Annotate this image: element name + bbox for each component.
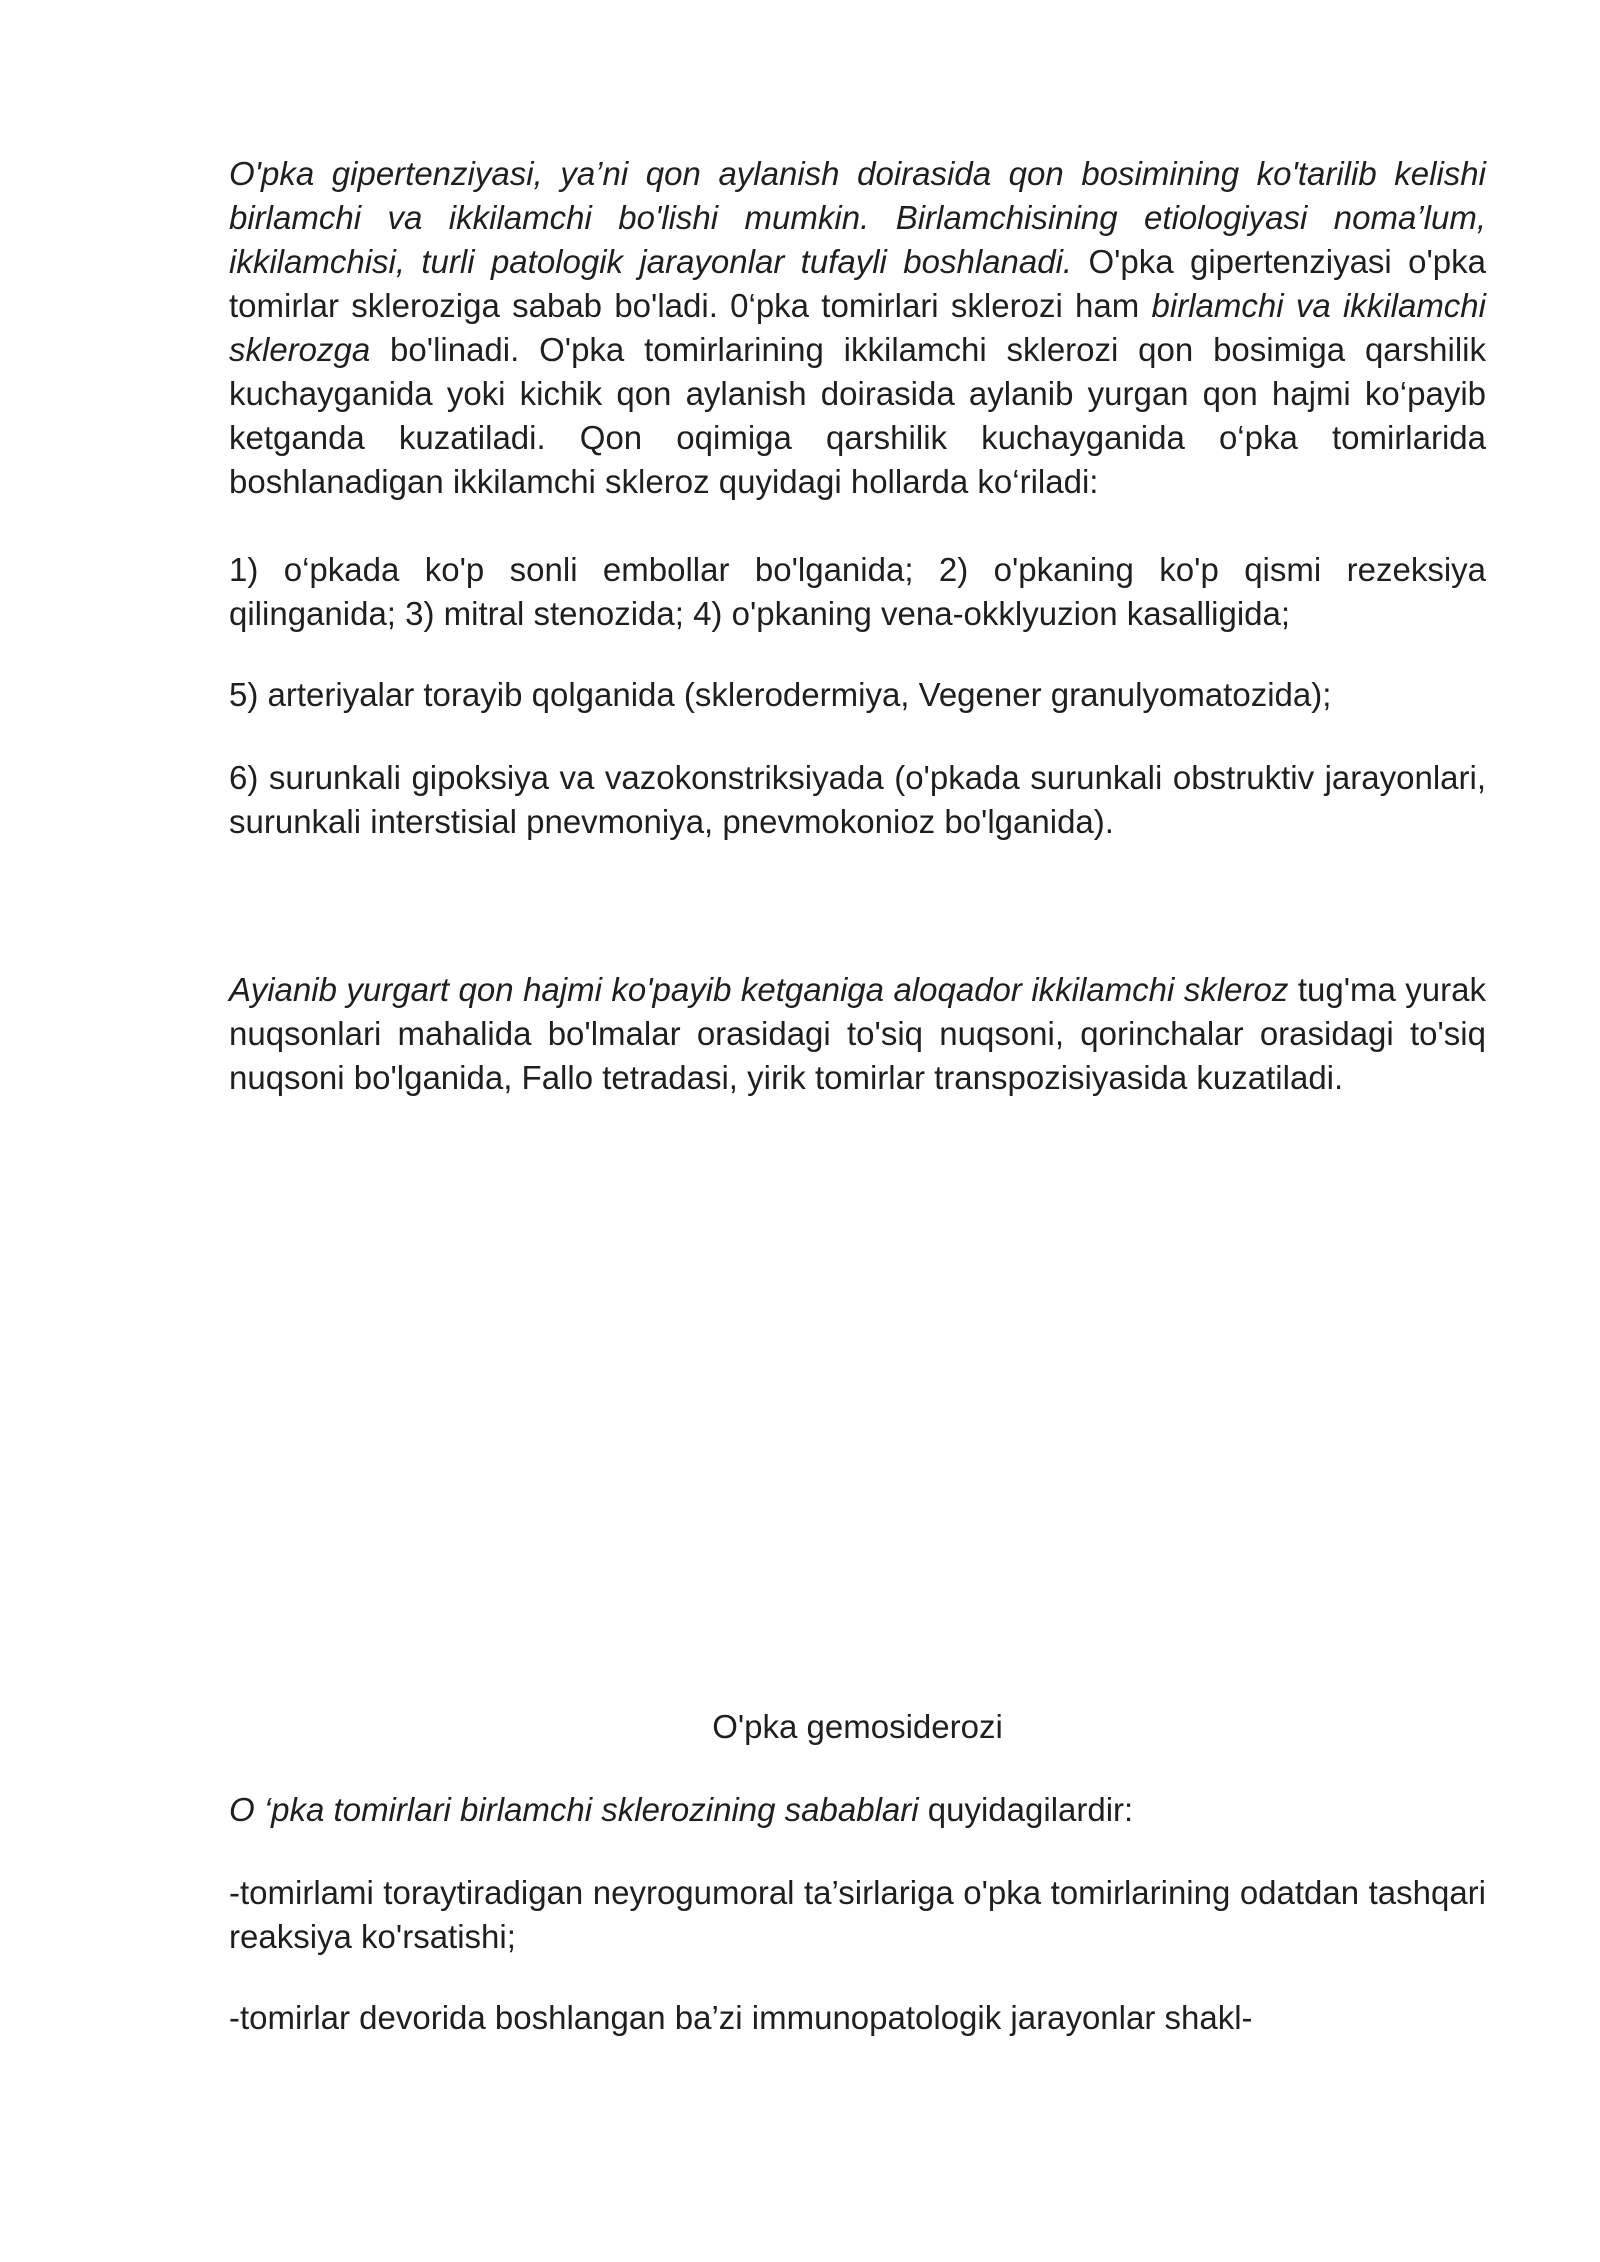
body-text: O'pka gipertenziyasi o'pka tomirlar skleroziga sabab bo'ladi. 0‘pka tomirlari sklerozi ham: [229, 243, 1486, 324]
paragraph-cause-neurohumoral: -tomirlami toraytiradigan neyrogumoral ta’sirlariga o'pka tomirlarining odatdan tashqari reaksiya ko'rsatishi;: [229, 1874, 1486, 1955]
body-text: quyidagilardir:: [918, 1791, 1134, 1828]
section-heading: O'pka gemosiderozi: [712, 1708, 1003, 1745]
italic-text: O ‘pka tomirlari birlamchi sklerozining sabablari: [229, 1791, 919, 1828]
body-text: bo'linadi. O'pka tomirlarining ikkilamchi sklerozi qon bosimiga qarshilik kuchayganida yoki kichik qon aylanish doirasida aylanib yurgan qon hajmi ko‘payib ketganda kuzatiladi. Qon oqimiga qarshilik kuchayganida o‘pka tomirlarida boshlanadigan ikkilamchi skleroz quyidagi hollarda ko‘riladi:: [229, 331, 1486, 500]
paragraph-pulmonary-hypertension: [229, 152, 1486, 504]
italic-text: birlamchi va ikkilamchi sklerozga: [229, 287, 1486, 368]
paragraph-secondary-sclerosis: [229, 968, 1486, 1100]
paragraph-cause-6: 6) surunkali gipoksiya va vazokonstriksiyada (o'pkada surunkali obstruktiv jarayonlari, surunkali interstisial pnevmoniya, pnevmokonioz bo'lganida).: [229, 759, 1486, 840]
paragraph-cause-5: 5) arteriyalar torayib qolganida (sklerodermiya, Vegener granulyomatozida);: [229, 676, 1332, 713]
italic-text: O'pka gipertenziyasi, ya’ni qon aylanish doirasida qon bosimining ko'tarilib kelishi birlamchi va ikkilamchi bo'lishi mumkin. Birlamchisining etiologiyasi noma’lum, ikkilamchisi, turli patologik jarayonlar tufayli boshlanadi.: [229, 155, 1486, 280]
body-text: tug'ma yurak nuqsonlari mahalida bo'lmalar orasidagi to'siq nuqsoni, qorinchalar orasidagi to'siq nuqsoni bo'lganida, Fallo tetradasi, yirik tomirlar transpozisiyasida kuzatiladi.: [229, 971, 1486, 1096]
paragraph-cause-immunopathologic: -tomirlar devorida boshlangan ba’zi immunopatologik jarayonlar shakl-: [229, 1999, 1253, 2036]
paragraph-primary-sclerosis-causes: [229, 1788, 1486, 1832]
italic-text: Ayianib yurgart qon hajmi ko'payib ketganiga aloqador ikkilamchi skleroz: [229, 971, 1289, 1008]
paragraph-causes-1-4: 1) o‘pkada ko'p sonli embollar bo'lganida; 2) o'pkaning ko'p qismi rezeksiya qilinganida; 3) mitral stenozida; 4) o'pkaning vena-okklyuzion kasalligida;: [229, 551, 1486, 632]
